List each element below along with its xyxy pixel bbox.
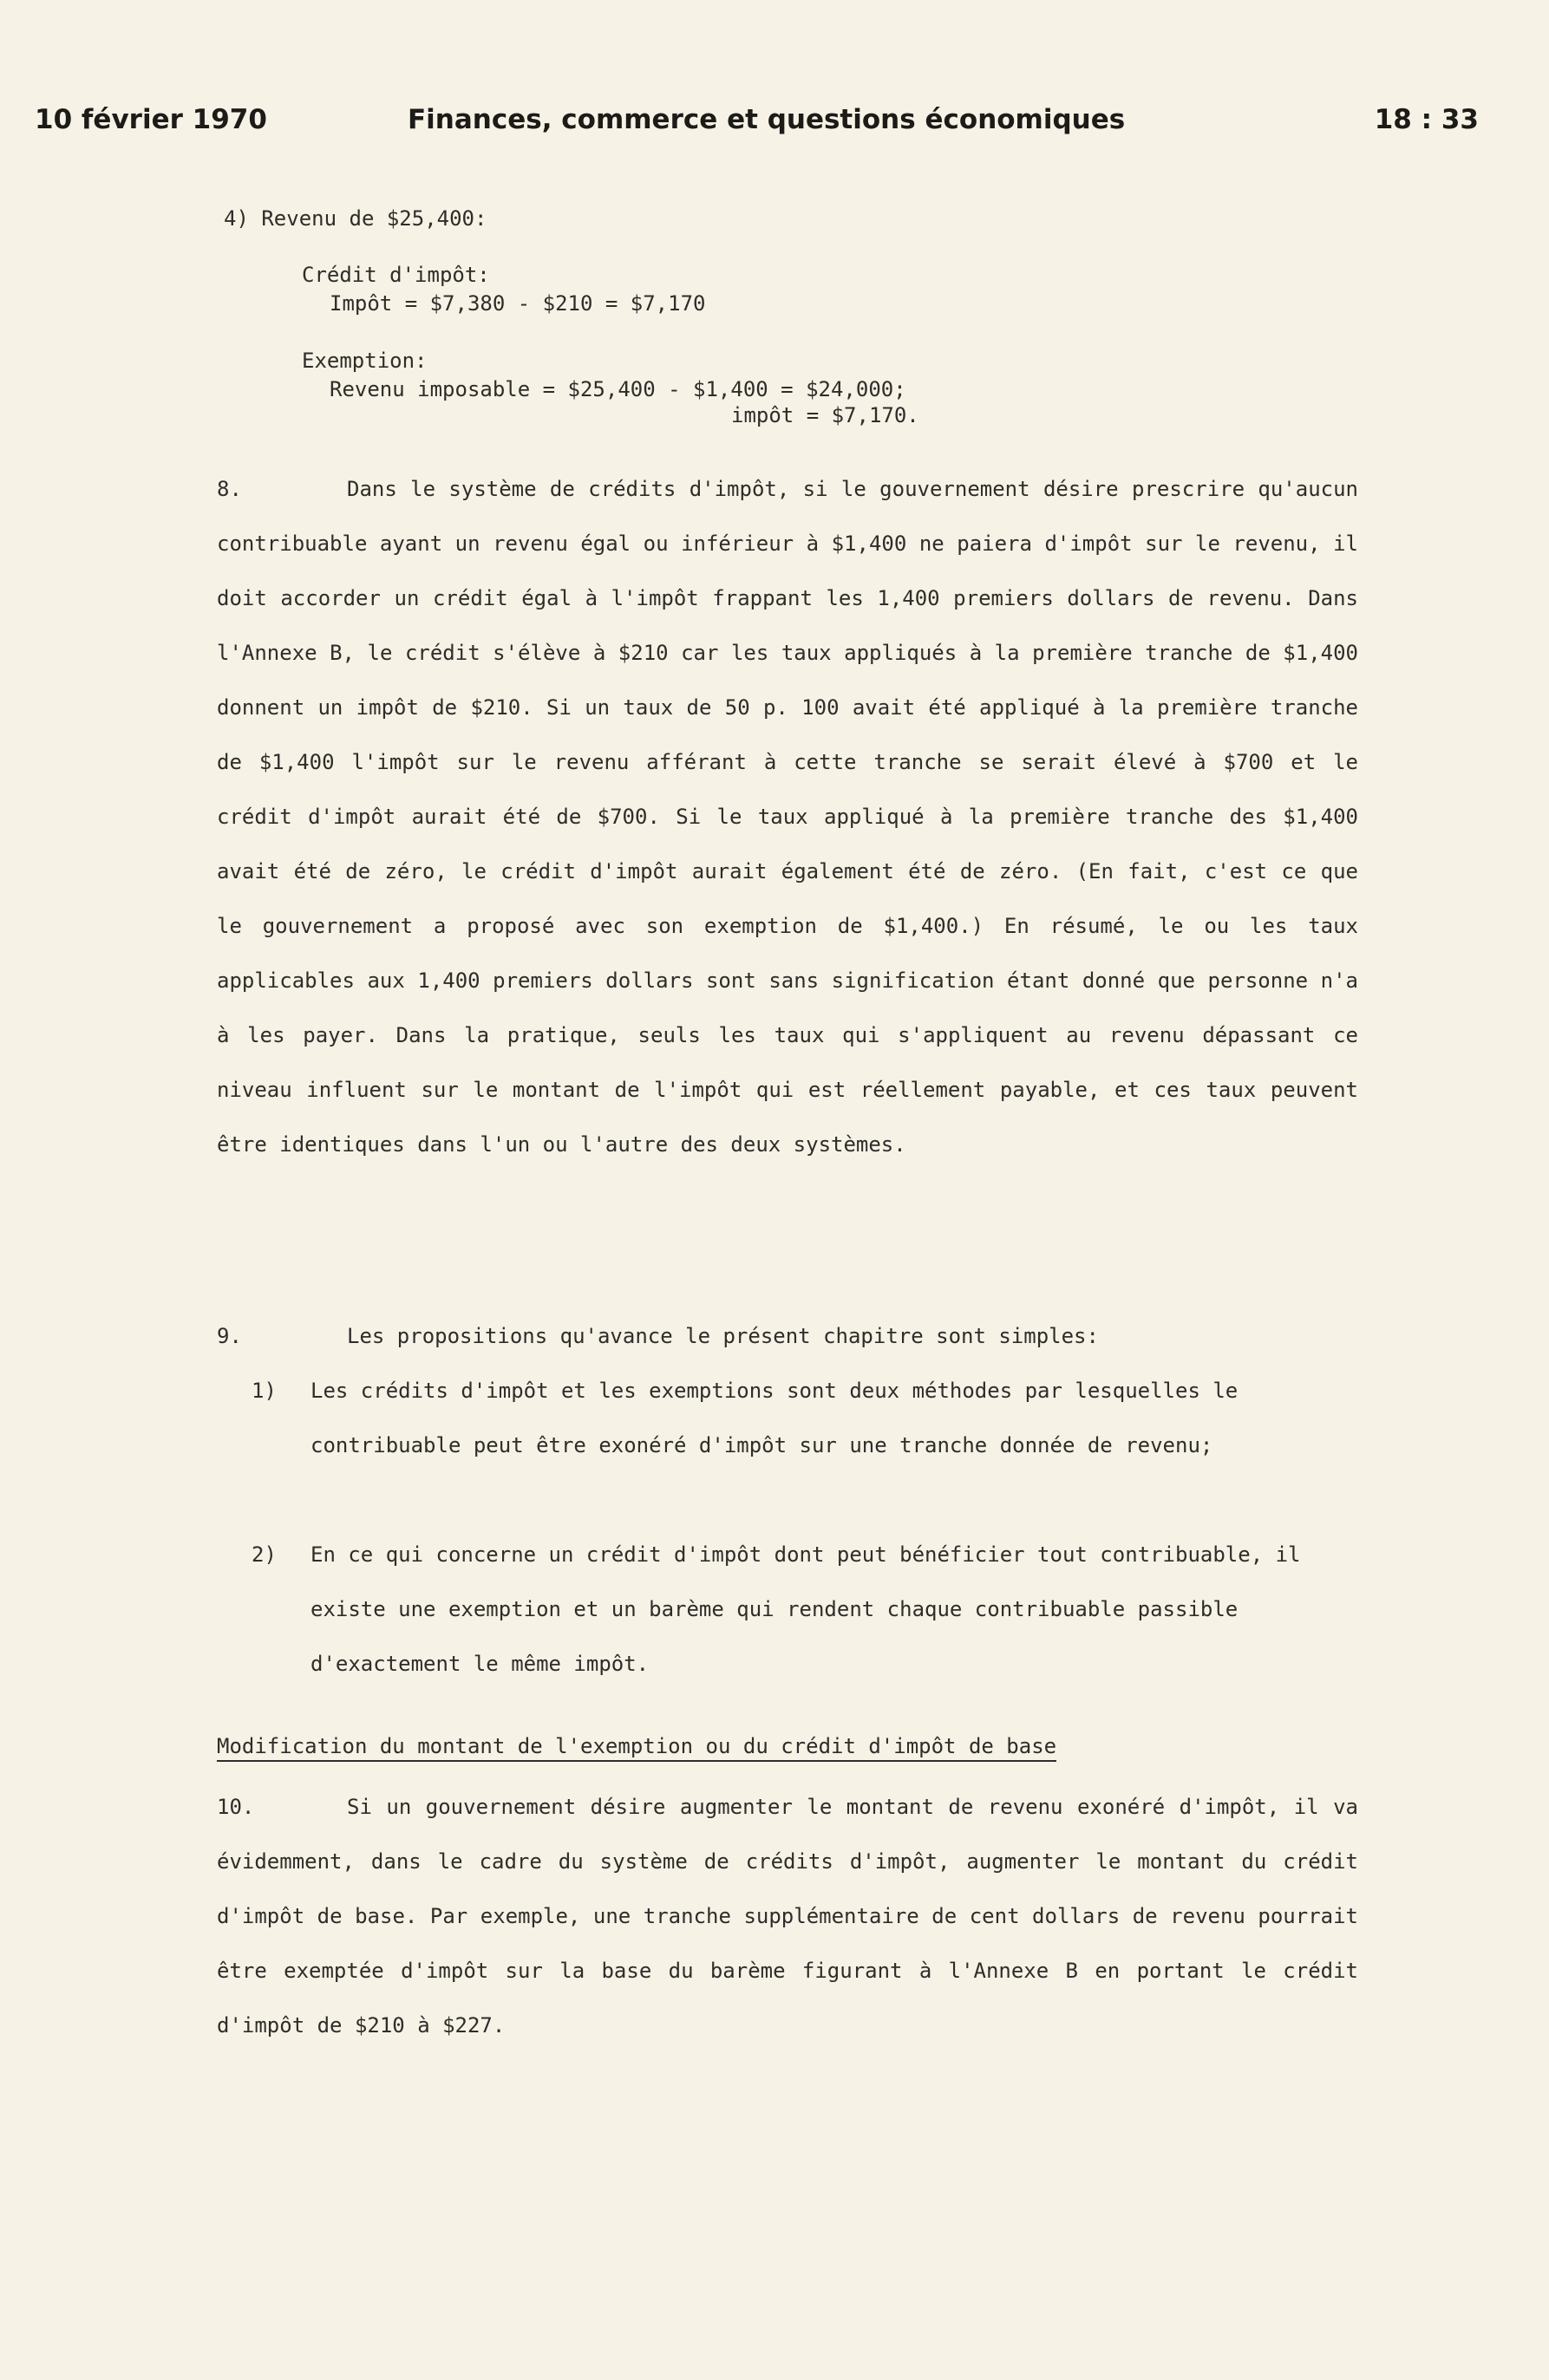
section-heading: Modification du montant de l'exemption ou du crédit d'impôt de base: [217, 1734, 1056, 1762]
list-item-number: 2): [252, 1542, 277, 1567]
header-date: 10 février 1970: [35, 104, 267, 135]
page-header: [35, 104, 1479, 147]
paragraph-number: 10.: [217, 1795, 255, 1819]
paragraph-text: Dans le système de crédits d'impôt, si le gouvernement désire prescrire qu'aucun contribuable ayant un revenu égal ou inférieur à $1,400 ne paiera d'impôt sur le revenu, il doit accorder un crédit égal à l'impôt frappant les 1,400 premiers dollars de revenu. Dans l'Annexe B, le crédit s'élève à $210 car les taux appliqués à la première tranche de $1,400 donnent un impôt de $210. Si un taux de 50 p. 100 avait été appliqué à la première tranche de $1,400 l'impôt sur le revenu afférant à cette tranche se serait élevé à $700 et le crédit d'impôt aurait été de $700. Si le taux appliqué à la première tranche des $1,400 avait été de zéro, le crédit d'impôt aurait également été de zéro. (En fait, c'est ce que le gouvernement a proposé avec son exemption de $1,400.) En résumé, le ou les taux applicables aux 1,400 premiers dollars sont sans signification étant donné que personne n'a à les payer. Dans la pratique, seuls les taux qui s'appliquent au revenu dépassant ce niveau influent sur le montant de l'impôt qui est réellement payable, et ces taux peuvent être identiques dans l'un ou l'autre des deux systèmes.: [217, 477, 1358, 1157]
paragraph-number: 8.: [217, 477, 242, 501]
paragraph-number: 9.: [217, 1324, 242, 1348]
list-item: [252, 1364, 1334, 1473]
paragraph-9: [217, 1309, 1358, 1364]
header-title: Finances, commerce et questions économiques: [408, 104, 1126, 135]
paragraph-text: Les propositions qu'avance le présent chapitre sont simples:: [347, 1324, 1099, 1348]
paragraph-8: [217, 462, 1358, 1172]
header-page-number: 18 : 33: [1374, 104, 1479, 135]
exemption-calculation-2: impôt = $7,170.: [731, 403, 919, 427]
paragraph-10: [217, 1780, 1358, 2053]
credit-label: Crédit d'impôt:: [302, 263, 490, 287]
paragraph-text: Si un gouvernement désire augmenter le montant de revenu exonéré d'impôt, il va évidemment, dans le cadre du système de crédits d'impôt, augmenter le montant du crédit d'impôt de base. Par exemple, une tranche supplémentaire de cent dollars de revenu pourrait être exemptée d'impôt sur la base du barème figurant à l'Annexe B en portant le crédit d'impôt de $210 à $227.: [217, 1795, 1358, 2038]
list-item: [252, 1528, 1334, 1692]
list-item-number: 1): [252, 1379, 277, 1403]
exemption-calculation-1: Revenu imposable = $25,400 - $1,400 = $24,000;: [330, 377, 906, 401]
exemption-label: Exemption:: [302, 349, 428, 373]
list-item-text: En ce qui concerne un crédit d'impôt dont peut bénéficier tout contribuable, il existe une exemption et un barème qui rendent chaque contribuable passible d'exactement le même impôt.: [310, 1542, 1301, 1676]
example-heading: 4) Revenu de $25,400:: [224, 206, 487, 231]
list-item-text: Les crédits d'impôt et les exemptions sont deux méthodes par lesquelles le contribuable peut être exonéré d'impôt sur une tranche donnée de revenu;: [310, 1379, 1239, 1457]
credit-calculation: Impôt = $7,380 - $210 = $7,170: [330, 291, 706, 316]
